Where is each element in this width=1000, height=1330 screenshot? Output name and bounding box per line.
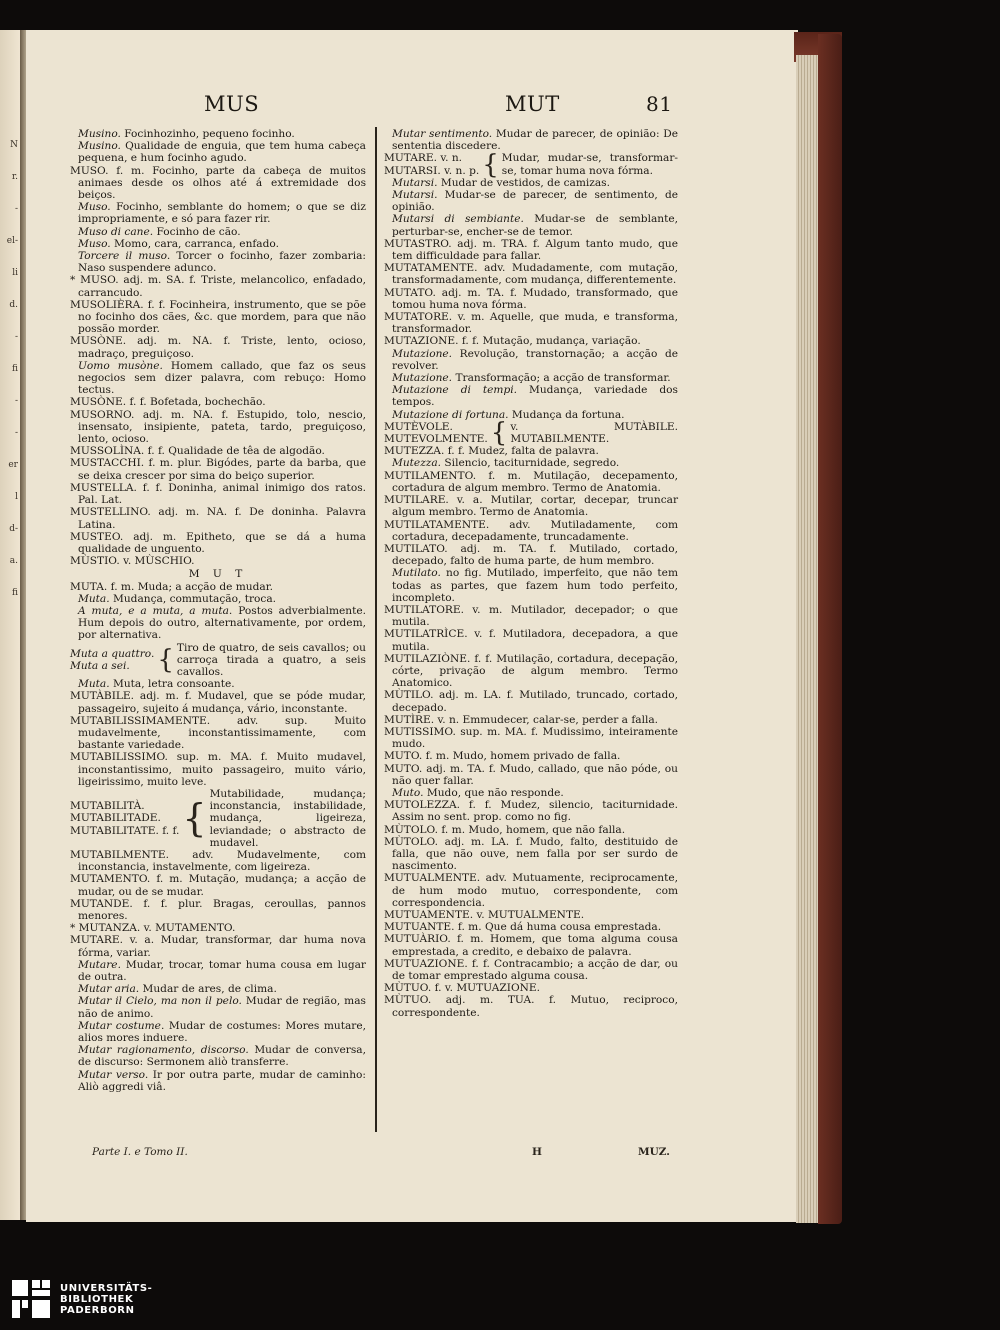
sub-entry <box>384 372 678 384</box>
phrase: Mutazione di fortuna. <box>392 408 509 421</box>
left-page-fragment: - <box>14 204 18 214</box>
headword: MUTÌRE. <box>384 713 435 726</box>
phrase: Musino. <box>78 140 121 153</box>
dictionary-entry <box>70 531 366 555</box>
definition: f. f. Mudez, silencio, taciturnidade. Assim no sent. prop. como no fig. <box>392 799 678 824</box>
dictionary-entry <box>70 445 366 457</box>
dictionary-entry <box>384 714 678 726</box>
dictionary-entry <box>384 799 678 823</box>
brace-icon: { <box>182 796 207 841</box>
sub-entry <box>384 787 678 799</box>
left-page-fragment: - <box>14 396 18 406</box>
dictionary-entry <box>70 715 366 752</box>
definition: Focinho de cão. <box>156 225 241 238</box>
sub-entry <box>70 360 366 397</box>
definition: Homem callado, que faz os seus negocios sem dizer palavra, com rebuço: Homo tectus. <box>78 359 366 397</box>
definition: no fig. Mutilado, imperfeito, que não tem todas as partes, que fazem hum todo perfeito, incompleto. <box>392 567 678 604</box>
dictionary-entry <box>384 872 678 909</box>
definition: f. m. Mudo, homem privado de falla. <box>425 750 621 763</box>
sub-entry <box>70 1020 366 1044</box>
sub-entry <box>70 678 366 690</box>
dictionary-entry <box>70 922 366 934</box>
dictionary-entry <box>70 898 366 922</box>
left-page-fragment: - <box>14 332 18 342</box>
dictionary-entry <box>384 689 678 713</box>
definition: adj. m. SA. f. Triste, melancolico, enfadado, carrancudo. <box>78 274 366 299</box>
definition: v. a. Mutilar, cortar, decepar, truncar algum membro. Termo de Anatomia. <box>392 494 679 519</box>
headword: MUSÒNE. <box>70 396 127 409</box>
definition: f. m. Mutilação, decepamento, cortadura de algum membro. Termo de Anatomia. <box>392 469 678 494</box>
definition: f. f. Mutilação, cortadura, decepação, córte, privação de algum membro. Termo Anatomico. <box>392 652 678 690</box>
sub-entry <box>70 605 366 642</box>
definition: Mudar de parecer, de opinião: De sententia discedere. <box>392 128 678 153</box>
phrase: Muta. <box>78 678 110 691</box>
definition: f. f. plur. Bragas, ceroullas, pannos menores. <box>78 897 366 922</box>
definition: Mudar de região, mas não de animo. <box>78 995 366 1020</box>
dictionary-entry <box>70 409 366 446</box>
dictionary-entry <box>384 470 678 494</box>
definition: Focinho, semblante do homem; o que se diz impropriamente, e só para fazer rir. <box>78 201 366 226</box>
dictionary-entry <box>70 751 366 788</box>
sub-entry <box>384 567 678 604</box>
phrase: Muso di cane. <box>78 225 154 238</box>
headword: MUTASTRO. <box>384 237 452 250</box>
headword: * MUTANZA. <box>70 922 141 935</box>
left-page-fragment: N <box>10 140 18 150</box>
dictionary-entry <box>70 165 366 202</box>
definition: f. m. Que dá huma cousa emprestada. <box>457 921 662 934</box>
definition: Momo, cara, carranca, enfado. <box>114 237 279 250</box>
headword: MUTILATAMENTE. <box>384 518 490 531</box>
definition: Revolução, transtornação; a acção de revolver. <box>392 347 678 372</box>
phrase: Mutar il Cielo, ma non il pelo. <box>78 995 242 1008</box>
headword: MUTABILISSIMO. <box>70 751 168 764</box>
headword: MUTILATO. <box>384 542 448 555</box>
definition: Postos adverbialmente. Hum depois do outro, alternativamente, por ordem, por alternativa. <box>78 604 366 642</box>
phrase: Musino. <box>78 128 121 140</box>
sub-entry <box>384 348 678 372</box>
definition: f. f. Contracambio; a acção de dar, ou de tomar emprestado alguma cousa. <box>392 957 678 983</box>
sub-entry <box>70 995 366 1019</box>
grouped-definition: Tiro de quatro, de seis cavallos; ou carroça tirada a quatro, a seis cavallos. <box>176 641 366 678</box>
logo-line-1: UNIVERSITÄTS- <box>60 1282 153 1294</box>
headword: MUTUAZIONE. <box>384 957 468 970</box>
phrase: Torcere il muso. <box>78 250 171 263</box>
dictionary-entry <box>384 628 678 652</box>
definition: Mudar, trocar, tomar huma cousa em lugar de outra. <box>78 958 366 984</box>
left-page-fragment: el- <box>6 236 18 246</box>
phrase: Muso. <box>78 201 111 214</box>
grouped-definition: Mutabilidade, mudança; inconstancia, instabilidade, mudança, ligeireza, leviandade; o abstracto de mudavel. <box>209 787 366 849</box>
headword: MUTUAMENTE. <box>384 909 474 921</box>
grouped-entry <box>70 642 366 679</box>
left-page-fragment: r. <box>11 172 18 182</box>
sub-entry <box>70 238 366 250</box>
dictionary-entry <box>384 445 678 457</box>
logo-line-2: BIBLIOTHEK <box>60 1293 134 1305</box>
definition: v. a. Mudar, transformar, dar huma nova fórma, variar. <box>78 934 367 959</box>
definition: v. n. Emmudecer, calar-se, perder a falla. <box>437 713 659 726</box>
headword: MUTUANTE. <box>384 921 455 934</box>
dictionary-entry <box>70 555 366 567</box>
left-page-fragment: d- <box>9 524 18 534</box>
headword: MUTARE. <box>70 934 123 947</box>
headword: MUTABILMENTE. <box>70 848 169 861</box>
definition: Mudança, variedade dos tempos. <box>392 384 678 409</box>
dictionary-entry <box>70 335 366 359</box>
grouped-entry <box>70 788 366 849</box>
headword: MUTILAZIÒNE. <box>384 652 471 665</box>
headword: MUSTEO. <box>70 530 124 543</box>
sub-entry <box>384 213 678 237</box>
headword: MUSSOLÌNA. <box>70 445 145 458</box>
definition: sup. m. MA. f. Mudissimo, inteiramente mudo. <box>392 725 678 751</box>
book-cover-spine <box>818 34 842 1224</box>
signature-mark: H <box>532 1146 542 1158</box>
definition: f. f. Qualidade de têa de algodão. <box>147 445 325 458</box>
dictionary-entry <box>384 494 678 518</box>
phrase: Mutare. <box>78 958 121 971</box>
dictionary-entry <box>384 982 678 994</box>
library-logo <box>12 1280 152 1318</box>
definition: Mudar-se de parecer, de sentimento, de opinião. <box>392 189 678 214</box>
headword: MUTAMENTO. <box>70 873 151 886</box>
grouped-term: Muta a sei. <box>70 659 130 672</box>
headword: MÙTUO. <box>384 994 432 1007</box>
phrase: Mutarsi. <box>392 189 438 202</box>
definition: v. m. Mutilador, decepador; o que mutila. <box>392 603 678 629</box>
sub-entry <box>70 593 366 605</box>
headword: MÙTUO. <box>384 982 432 995</box>
headword: MUTOLEZZA. <box>384 799 461 812</box>
definition: Mudar-se de semblante, perturbar-se, encher-se de temor. <box>392 213 678 238</box>
library-logo-icon <box>12 1280 50 1318</box>
headword: MUTABILISSIMAMENTE. <box>70 714 211 727</box>
headword: MUTUALMENTE. <box>384 872 481 885</box>
dictionary-entry <box>70 690 366 714</box>
headword: MÙSTIO. <box>70 555 120 568</box>
definition: f. f. Mutação, mudança, variação. <box>461 335 641 348</box>
definition: f. m. Homem, que toma alguma cousa emprestada, a credito, e debaixo de palavra. <box>392 933 678 958</box>
definition: f. f. Mudez, falta de palavra. <box>447 445 599 458</box>
definition: adv. sup. Muito mudavelmente, inconstantissimamente, com bastante variedade. <box>78 714 366 752</box>
headword: MUTILATRÌCE. <box>384 628 468 641</box>
definition: f. f. Focinheira, instrumento, que se põe no focinho dos cães, &c. que mordem, para que não possão morder. <box>78 298 366 336</box>
dictionary-entry <box>384 958 678 982</box>
definition: adj. m. LA. f. Mudo, falto, destituido de falla, que não ouve, nem falla por ser surdo de nascimento. <box>392 835 678 873</box>
section-divider: M U T <box>188 568 248 581</box>
grouped-term: MUTABILITÀ. <box>70 800 145 813</box>
sub-entry <box>384 177 678 189</box>
phrase: Mutar costume. <box>78 1019 165 1032</box>
headword: MUSTELLA. <box>70 481 137 494</box>
grouped-term: Muta a quattro. <box>70 647 155 660</box>
dictionary-entry <box>384 763 678 787</box>
dictionary-entry <box>384 909 678 921</box>
definition: v. MÙSCHIO. <box>123 555 195 568</box>
right-column <box>384 128 678 1019</box>
definition: Mudar de vestidos, de camizas. <box>440 176 610 189</box>
sub-entry <box>384 128 678 152</box>
definition: adj. m. TRA. f. Algum tanto mudo, que tem difficuldade para fallar. <box>392 237 678 263</box>
headword: MUSORNO. <box>70 408 135 421</box>
dictionary-entry <box>384 824 678 836</box>
sub-entry <box>70 226 366 238</box>
definition: Transformação; a acção de transformar. <box>455 372 671 385</box>
phrase: Mutarsi di sembiante. <box>392 213 524 226</box>
headword: MUTATORE. <box>384 311 453 324</box>
definition: adv. Mudadamente, com mutação, transformadamente, com mudança, differentemente. <box>392 262 678 287</box>
dictionary-entry <box>384 653 678 690</box>
headword: * MUSO. <box>70 274 119 287</box>
headword: MUTANDE. <box>70 897 133 910</box>
dictionary-entry <box>384 750 678 762</box>
dictionary-entry <box>384 335 678 347</box>
definition: adj. m. LA. f. Mutilado, truncado, cortado, decepado. <box>392 689 678 714</box>
headword: MUTAZIONE. <box>384 335 459 348</box>
page-stack-edge <box>796 55 820 1223</box>
volume-note: Parte I. e Tomo II. <box>92 1146 188 1158</box>
definition: Torcer o focinho, fazer zombaria: Naso suspendere adunco. <box>78 250 366 275</box>
page-number: 81 <box>646 92 673 116</box>
headword: MUSTELLINO. <box>70 506 151 519</box>
headword: MUTUÀRIO. <box>384 933 451 946</box>
headword: MUTO. <box>384 762 423 775</box>
headword: MUTEZZA. <box>384 445 445 458</box>
dictionary-entry <box>384 238 678 262</box>
left-page-fragment: li <box>12 268 18 278</box>
dictionary-entry <box>70 396 366 408</box>
grouped-term: MUTABILITADE. <box>70 812 161 825</box>
column-rule <box>375 127 377 1132</box>
phrase: Muta. <box>78 592 110 605</box>
phrase: Mutezza. <box>392 457 442 470</box>
dictionary-entry <box>384 994 678 1018</box>
definition: Qualidade de enguia, que tem huma cabeça pequena, e hum focinho agudo. <box>78 140 366 165</box>
brace-icon: { <box>157 644 174 675</box>
definition: v. m. Aquelle, que muda, e transforma, transformador. <box>392 311 678 336</box>
headword: MUTÀBILE. <box>70 690 135 703</box>
phrase: Muso. <box>78 237 111 250</box>
logo-line-3: PADERBORN <box>60 1304 135 1316</box>
dictionary-entry <box>384 519 678 543</box>
definition: Mudança da fortuna. <box>511 408 625 421</box>
headword: MUTATO. <box>384 286 436 299</box>
definition: v. MUTUALMENTE. <box>476 909 585 921</box>
dictionary-entry <box>70 457 366 481</box>
definition: adj. m. NA. f. Triste, lento, ocioso, madraço, preguiçoso. <box>78 335 366 360</box>
left-column <box>70 128 366 1093</box>
definition: f. v. MUTUAZIONE. <box>434 982 541 995</box>
dictionary-entry <box>384 921 678 933</box>
definition: f. m. Focinho, parte da cabeça de muitos animaes desde os olhos até á extremidade dos beiços. <box>78 164 366 202</box>
headword: MUSÒNE. <box>70 335 127 348</box>
sub-entry <box>384 409 678 421</box>
grouped-definition: Mudar, mudar-se, transformar-se, tomar huma nova fórma. <box>501 152 678 177</box>
sub-entry <box>70 201 366 225</box>
definition: adj. m. TA. f. Mudo, callado, que não póde, ou não quer fallar. <box>392 762 678 787</box>
left-page-fragment: a. <box>9 556 18 566</box>
dictionary-entry <box>384 311 678 335</box>
left-page-fragment: fi <box>11 588 18 598</box>
headword: MÙTILO. <box>384 689 434 702</box>
dictionary-entry <box>70 934 366 958</box>
headword: MUTA. <box>70 580 108 593</box>
grouped-term: MUTARE. v. n. <box>384 152 463 165</box>
dictionary-entry <box>384 543 678 567</box>
sub-entry <box>384 189 678 213</box>
headword: MUTILAMENTO. <box>384 469 477 482</box>
left-page-fragment: - <box>14 428 18 438</box>
phrase: Mutazione di tempi. <box>392 384 517 397</box>
dictionary-entry <box>70 299 366 336</box>
dictionary-entry <box>70 849 366 873</box>
definition: adj. m. Epitheto, que se dá a huma qualidade de unguento. <box>78 530 366 555</box>
sub-entry <box>70 128 366 140</box>
definition: Mudar de ares, de clima. <box>142 983 277 996</box>
definition: Mudança, commutação, troca. <box>113 592 277 605</box>
phrase: Mutarsi. <box>392 176 438 189</box>
sub-entry <box>70 959 366 983</box>
phrase: Mutazione. <box>392 372 453 385</box>
dictionary-entry <box>384 262 678 286</box>
definition: Mudar de conversa, de discurso: Sermonem aliò transferre. <box>78 1044 366 1069</box>
grouped-entry <box>384 149 678 180</box>
phrase: Mutazione. <box>392 347 453 360</box>
dictionary-entry <box>70 482 366 506</box>
definition: v. f. Mutiladora, decepadora, a que mutila. <box>392 628 679 653</box>
grouped-definition: v. MUTÀBILE. MUTABILMENTE. <box>510 420 678 446</box>
headword: MUTATAMENTE. <box>384 262 478 275</box>
grouped-entry <box>384 418 678 449</box>
left-page-fragment: d. <box>9 300 18 310</box>
definition: Ir por outra parte, mudar de caminho: Aliò aggredi viâ. <box>78 1068 366 1093</box>
definition: Silencio, taciturnidade, segredo. <box>444 457 620 470</box>
phrase: Muto. <box>392 786 424 799</box>
brace-icon: { <box>482 149 499 180</box>
dictionary-entry <box>384 604 678 628</box>
grouped-term: MUTÈVOLE. <box>384 420 453 433</box>
grouped-term: MUTARSI. v. n. p. <box>384 164 480 177</box>
headword: MÙTOLO. <box>384 835 438 848</box>
definition: adv. Mudavelmente, com inconstancia, instavelmente, com ligeireza. <box>78 848 366 874</box>
brace-icon: { <box>490 418 508 449</box>
definition: adj. m. NA. f. Estupido, tolo, nescio, insensato, insipiente, pateta, tardo, preguiçoso, lento, ocioso. <box>78 408 366 446</box>
dictionary-entry <box>70 274 366 298</box>
definition: sup. m. MA. f. Muito mudavel, inconstantissimo, muito passageiro, muito vário, ligeirissimo, muito leve. <box>78 751 366 788</box>
running-head-left: MUS <box>204 92 260 116</box>
dictionary-entry <box>70 581 366 593</box>
headword: MUSOLIÈRA. <box>70 298 144 311</box>
headword: MUTO. <box>384 750 423 763</box>
headword: MUTISSIMO. <box>384 725 456 738</box>
dictionary-entry <box>384 287 678 311</box>
dictionary-entry <box>70 506 366 530</box>
left-page-fragment: fi <box>11 364 18 374</box>
definition: adj. m. TUA. f. Mutuo, reciproco, correspondente. <box>392 994 678 1019</box>
definition: f. f. Bofetada, bochechão. <box>129 396 266 409</box>
definition: Mudo, que não responde. <box>426 786 564 799</box>
definition: adj. m. TA. f. Mudado, transformado, que tomou huma nova fórma. <box>392 286 678 311</box>
headword: MÙTOLO. <box>384 823 438 836</box>
phrase: A muta, e a muta, a muta. <box>78 604 233 617</box>
dictionary-entry <box>384 933 678 957</box>
left-page-fragment: l <box>15 492 18 502</box>
definition: f. f. Doninha, animal inimigo dos ratos. Pal. Lat. <box>78 481 366 507</box>
phrase: Mutar aria. <box>78 983 140 996</box>
grouped-term: MUTEVOLMENTE. <box>384 433 488 446</box>
left-page-fragment: er <box>8 460 18 470</box>
phrase: Mutar ragionamento, discorso. <box>78 1044 249 1057</box>
definition: adj. m. NA. f. De doninha. Palavra Latina. <box>78 506 366 531</box>
phrase: Mutar sentimento. <box>392 128 493 140</box>
definition: adv. Mutiladamente, com cortadura, decepadamente, truncadamente. <box>392 518 678 543</box>
grouped-term: MUTABILITATE. f. f. <box>70 824 180 837</box>
sub-entry <box>70 983 366 995</box>
sub-entry <box>70 140 366 164</box>
sub-entry <box>384 384 678 408</box>
definition: Focinhozinho, pequeno focinho. <box>124 128 295 140</box>
headword: MUTILARE. <box>384 494 449 507</box>
dictionary-entry <box>384 726 678 750</box>
headword: MUTILATORE. <box>384 603 464 616</box>
headword: MUSO. <box>70 164 109 177</box>
sub-entry <box>70 250 366 274</box>
dictionary-entry <box>384 836 678 873</box>
definition: f. m. plur. Bigódes, parte da barba, que se deixa crescer por sima do beiço superior. <box>78 457 366 482</box>
sub-entry <box>70 1044 366 1068</box>
definition: adj. m. f. Mudavel, que se póde mudar, passageiro, sujeito á mudança, vário, inconstante. <box>78 690 366 715</box>
left-page-edge <box>0 30 20 1220</box>
definition: f. m. Mutação, mudança; a acção de mudar, ou de se mudar. <box>78 873 366 898</box>
headword: MUSTACCHI. <box>70 457 145 470</box>
definition: v. MUTAMENTO. <box>143 922 236 935</box>
phrase: Mutilato. <box>392 567 441 580</box>
definition: f. m. Muda; a acção de mudar. <box>110 580 273 593</box>
phrase: Uomo musòne. <box>78 359 163 372</box>
definition: Muta, letra consoante. <box>113 678 235 691</box>
running-head-right: MUT <box>505 92 560 116</box>
sub-entry <box>384 457 678 469</box>
definition: adv. Mutuamente, reciprocamente, de hum modo mutuo, correspondente, com correspondencia. <box>392 872 678 909</box>
sub-entry <box>70 1069 366 1093</box>
catchword: MUZ. <box>638 1146 670 1158</box>
phrase: Mutar verso. <box>78 1068 149 1081</box>
definition: Mudar de costumes: Mores mutare, alios mores induere. <box>78 1019 367 1045</box>
definition: f. m. Mudo, homem, que não falla. <box>441 823 626 836</box>
dictionary-entry <box>70 873 366 897</box>
definition: adj. m. TA. f. Mutilado, cortado, decepado, falto de huma parte, de hum membro. <box>392 542 678 568</box>
